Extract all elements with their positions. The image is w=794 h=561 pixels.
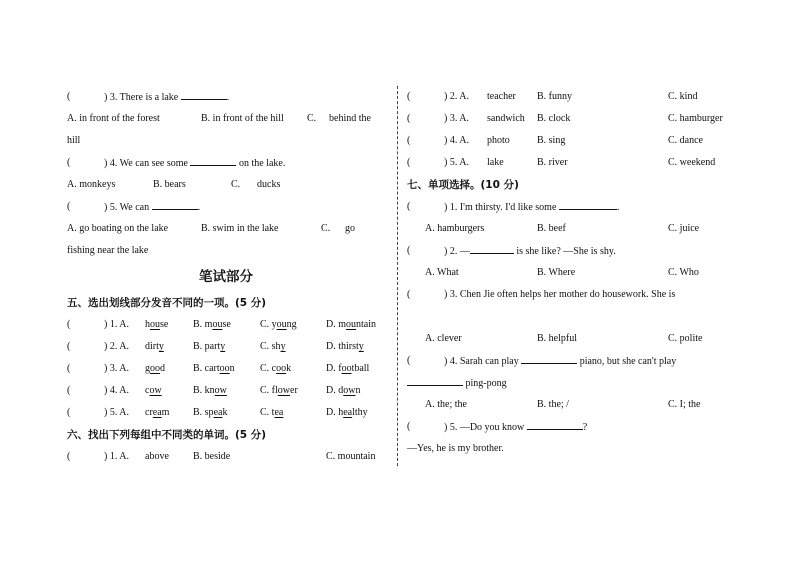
underlined-sound: y [158, 341, 164, 352]
mc-question-3-blank-line [407, 306, 727, 328]
option-b: B. clock [537, 113, 571, 124]
answer-paren[interactable]: ( [67, 341, 71, 352]
option-word: cream [145, 407, 170, 418]
underlined-sound: ou [150, 319, 160, 330]
mc-question-2-options: A. What B. Where C. Who [425, 267, 699, 278]
answer-blank[interactable] [559, 196, 617, 210]
phonics-row [67, 380, 385, 402]
underlined-sound: y [280, 341, 286, 352]
mc-question-1: ( ) 1. I'm thirsty. I'd like some . [407, 196, 727, 218]
option-word: D. down [326, 385, 361, 396]
answer-blank[interactable] [407, 372, 463, 386]
answer-blank[interactable] [521, 350, 577, 364]
section-6-row [407, 108, 727, 130]
option-word: cow [145, 385, 162, 396]
section-6-row [407, 86, 727, 108]
option-a: sandwich [487, 113, 525, 124]
underlined-sound: ea [152, 407, 162, 418]
underlined-sound: y [358, 341, 364, 352]
section-6-row [407, 152, 727, 174]
question-number: ) 2. A. [444, 91, 469, 102]
question-5-options: A. go boating on the lake B. swim in the lake C. go [67, 223, 355, 234]
question-number: ) 5. A. [104, 407, 129, 418]
section-5-title: 五、选出划线部分发音不同的一项。(5 分) [67, 297, 267, 309]
question-5-stem: ( ) 5. We can . [67, 196, 385, 218]
question-4-stem: ( ) 4. We can see some on the lake. [67, 152, 385, 174]
option-b: B. funny [537, 91, 572, 102]
option-word: D. healthy [326, 407, 368, 418]
mc-question-2: ( ) 2. — is she like? —She is shy. [407, 240, 727, 262]
underlined-sound: ow [277, 385, 291, 396]
mc-question-5: ( ) 5. —Do you know ? [407, 416, 727, 438]
answer-blank[interactable] [470, 240, 514, 254]
option-b: B. sing [537, 135, 566, 146]
option-word: house [145, 319, 169, 330]
option-word: good [145, 363, 165, 374]
left-column [67, 86, 385, 468]
phonics-row [67, 358, 385, 380]
option-word: B. speak [193, 407, 228, 418]
answer-blank[interactable] [152, 196, 198, 210]
answer-paren[interactable]: ( [407, 91, 411, 102]
underlined-sound: ow [214, 385, 227, 396]
option-word: C. tea [260, 407, 284, 418]
section-5-list [67, 314, 385, 424]
answer-paren[interactable]: ( [67, 363, 71, 374]
underlined-sound: ea [343, 407, 353, 418]
mc-question-5-answer: —Yes, he is my brother. [407, 443, 504, 454]
option-a: photo [487, 135, 510, 146]
option-c: C. hamburger [668, 113, 723, 124]
option-word: B. mouse [193, 319, 231, 330]
underlined-sound: ow [149, 385, 162, 396]
option-a: teacher [487, 91, 516, 102]
written-part-title: 笔试部分 [199, 269, 253, 285]
question-3-options: A. in front of the forest B. in front of the hill C. behind the [67, 113, 371, 124]
option-word: C. cook [260, 363, 292, 374]
option-c: C. dance [668, 135, 703, 146]
section-6-row: ( ) 1. A. above B. beside C. mountain [67, 451, 376, 462]
underlined-sound: oo [219, 363, 230, 374]
mc-question-4-options: A. the; the B. the; / C. I; the [425, 399, 701, 410]
option-a: lake [487, 157, 504, 168]
underlined-sound: ou [346, 319, 356, 330]
option-word: B. cartoon [193, 363, 235, 374]
section-6-row [407, 130, 727, 152]
option-word: C. shy [260, 341, 286, 352]
mc-question-1-options: A. hamburgers B. beef C. juice [425, 223, 700, 234]
question-number: ) 4. A. [444, 135, 469, 146]
underlined-sound: oo [276, 363, 287, 374]
question-number: ) 3. A. [444, 113, 469, 124]
underlined-sound: y [220, 341, 226, 352]
answer-paren[interactable]: ( [407, 113, 411, 124]
option-word: C. young [260, 319, 297, 330]
option-c: C. kind [668, 91, 698, 102]
answer-blank[interactable] [190, 152, 236, 166]
underlined-sound: ow [343, 385, 356, 396]
option-b: B. river [537, 157, 568, 168]
mc-question-3-options: A. clever B. helpful C. polite [425, 333, 703, 344]
underlined-sound: oo [150, 363, 160, 374]
phonics-row [67, 402, 385, 424]
option-word: D. mountain [326, 319, 376, 330]
mc-question-4: ( ) 4. Sarah can play piano, but she can't play [407, 350, 727, 372]
section-6-title: 六、找出下列每组中不同类的单词。(5 分) [67, 429, 267, 441]
phonics-row [67, 314, 385, 336]
section-6-list-continued [407, 86, 727, 174]
answer-paren[interactable]: ( [67, 385, 71, 396]
option-word: C. flower [260, 385, 298, 396]
option-c: C. weekend [668, 157, 716, 168]
question-number: ) 2. A. [104, 341, 129, 352]
underlined-sound: oo [341, 363, 352, 374]
question-5-continued: fishing near the lake [67, 245, 149, 256]
question-number: ) 1. A. [104, 319, 129, 330]
option-word: dirty [145, 341, 164, 352]
section-7-title: 七、单项选择。(10 分) [407, 179, 519, 191]
option-word: D. thirsty [326, 341, 364, 352]
answer-paren[interactable]: ( [67, 407, 71, 418]
answer-paren[interactable]: ( [67, 319, 71, 330]
answer-paren[interactable]: ( [407, 135, 411, 146]
question-number: ) 3. A. [104, 363, 129, 374]
option-word: D. football [326, 363, 370, 374]
right-column [407, 86, 727, 460]
question-3-stem: ( ) 3. There is a lake . [67, 86, 385, 108]
question-4-options: A. monkeys B. bears C. ducks [67, 179, 281, 190]
question-3-continued: hill [67, 135, 81, 146]
phonics-row [67, 336, 385, 358]
option-word: B. know [193, 385, 227, 396]
answer-blank[interactable] [527, 416, 583, 430]
underlined-sound: ea [213, 407, 223, 418]
option-word: B. party [193, 341, 226, 352]
mc-question-3: ( ) 3. Chen Jie often helps her mother do housework. She is [407, 289, 676, 300]
mc-question-4-continued: ping-pong [407, 372, 727, 394]
answer-blank[interactable] [181, 86, 227, 100]
underlined-sound: ou [212, 319, 223, 330]
underlined-sound: ou [276, 319, 287, 330]
question-number: ) 4. A. [104, 385, 129, 396]
underlined-sound: ea [274, 407, 284, 418]
answer-paren[interactable]: ( [407, 157, 411, 168]
question-number: ) 5. A. [444, 157, 469, 168]
column-divider [397, 86, 398, 466]
